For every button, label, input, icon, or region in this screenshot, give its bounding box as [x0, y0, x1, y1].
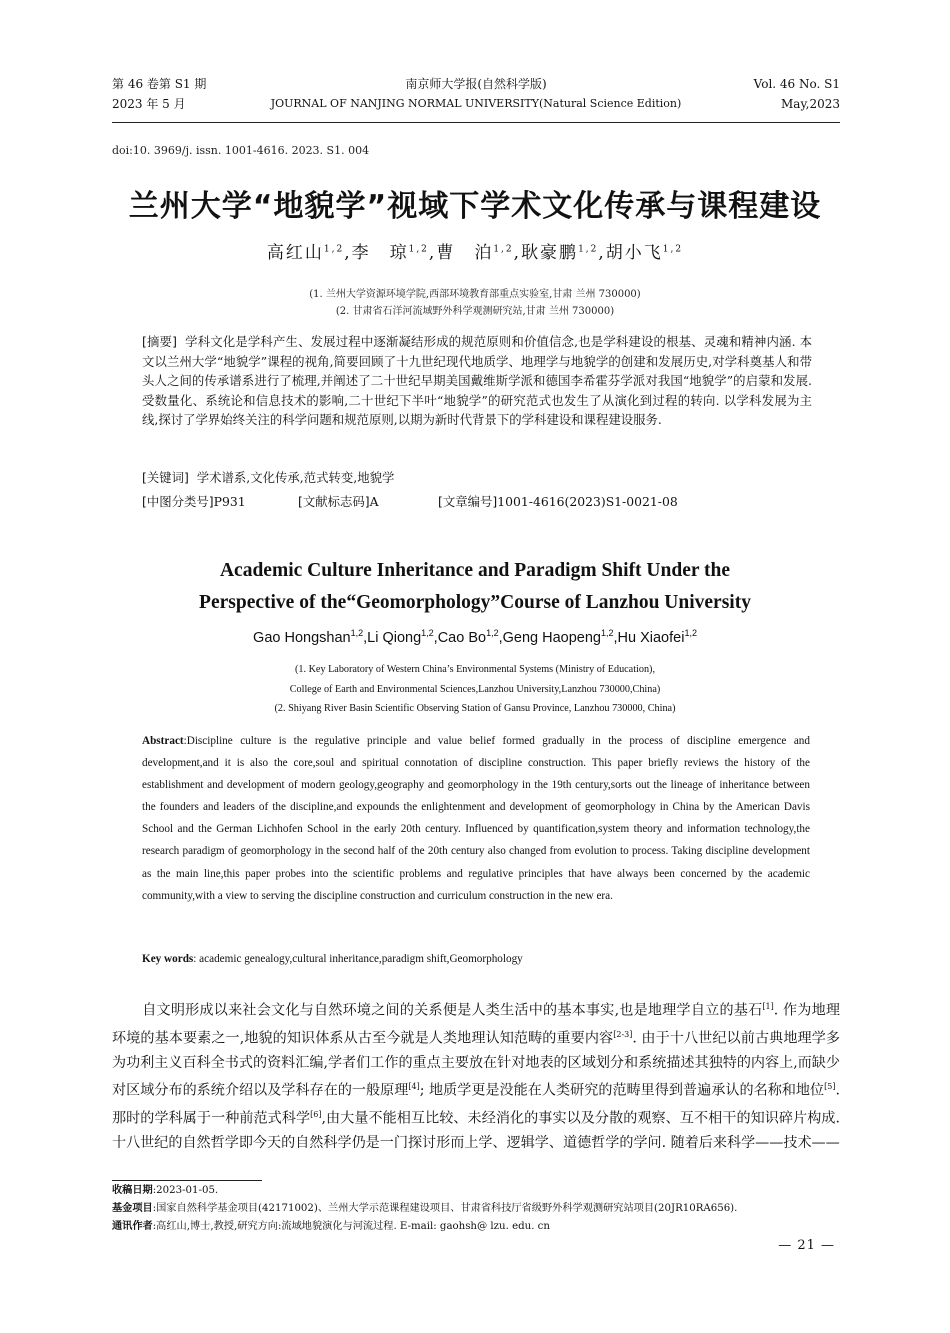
footnote-rule	[112, 1180, 262, 1181]
authors-cn: 高红山$^{1,2}$,李 琼$^{1,2}$,曹 泊$^{1,2}$,耿豪鹏$^{1,2}$,胡小飞$^{1,2}$	[266, 243, 684, 263]
author-en: Hu Xiaofei	[617, 629, 685, 646]
abstract-cn-label: [摘要]	[142, 334, 177, 349]
abstract-cn	[142, 332, 812, 430]
footnote-author: 通讯作者:高红山,博士,教授,研究方向:流域地貌演化与河流过程. E-mail: gaohsh@ lzu. edu. cn	[112, 1221, 550, 1232]
journal-name-cn: 南京师大学报(自然科学版)	[405, 77, 547, 91]
affiliation-en-3: (2. Shiyang River Basin Scientific Observing Station of Gansu Province, Lanzhou 730000, China)	[274, 703, 676, 714]
author-en: Cao Bo	[437, 629, 487, 646]
volume-issue: 第 46 卷第 S1 期	[112, 77, 207, 91]
keywords-cn-text: 学术谱系,文化传承,范式转变,地貌学	[196, 470, 395, 485]
author-cn: 曹 泊	[436, 243, 494, 263]
author-cn: 胡小飞	[605, 243, 663, 263]
keywords-en	[142, 953, 523, 965]
body-text: 自文明形成以来社会文化与自然环境之间的关系便是人类生活中的基本事实,也是地理学自立的基石[1]. 作为地理环境的基本要素之一,地貌的知识体系从古至今就是人类地理认知范畴的重要内容[2-3]. 由于十八世纪以前古典地理学多为功利主义百科全书式的资料汇编,学者们工作的重点主要放在针对地表的区域划分和系统描述其独特的内容上,而缺少对区域分布的系统介绍以及学科存在的一般原理[4]; 地质学更是没能在人类研究的范畴里得到普遍承认的名称和地位[5]. 那时的学科属于一种前范式科学[6],由大量不能相互比较、未经消化的事实以及分散的观察、互不相干的知识碎片构成. 十八世纪的自然哲学即今天的自然科学仍是一门探讨形而上学、逻辑学、道德哲学的学问. 随着后来科学——技术——	[112, 1002, 840, 1151]
header-rule	[112, 122, 840, 123]
journal-name-en: JOURNAL OF NANJING NORMAL UNIVERSITY(Natural Science Edition)	[270, 97, 682, 110]
affiliation-cn-2: (2. 甘肃省石洋河流域野外科学观测研究站,甘肃 兰州 730000)	[335, 306, 615, 317]
affiliation-en-1: (1. Key Laboratory of Western China’s Environmental Systems (Ministry of Education),	[294, 664, 655, 675]
author-cn: 耿豪鹏	[521, 243, 579, 263]
article-number: [文章编号]1001-4616(2023)S1-0021-08	[438, 494, 678, 509]
keywords-cn	[142, 468, 812, 488]
citation: [6]	[310, 1109, 322, 1119]
citation: [2-3]	[613, 1029, 633, 1039]
document-code: [文献标志码]A	[298, 494, 379, 509]
author-en: Li Qiong	[367, 629, 422, 646]
footnote-fund: 基金项目:国家自然科学基金项目(42171002)、兰州大学示范课程建设项目、甘肃省科技厅省级野外科学观测研究站项目(20JR10RA656).	[112, 1203, 738, 1214]
affiliation-cn-1: (1. 兰州大学资源环境学院,西部环境教育部重点实验室,甘肃 兰州 730000)	[309, 289, 641, 300]
author-cn: 李 琼	[351, 243, 409, 263]
keywords-cn-label: [关键词]	[142, 470, 189, 485]
abstract-en	[142, 730, 810, 907]
affiliation-en-2: College of Earth and Environmental Sciences,Lanzhou University,Lanzhou 730000,China)	[289, 684, 661, 695]
title-en-line-2: Perspective of the“Geomorphology”Course of Lanzhou University	[199, 592, 751, 613]
title-cn: 兰州大学“地貌学”视域下学术文化传承与课程建设	[128, 189, 822, 224]
footnote-received: 收稿日期:2023-01-05.	[112, 1185, 219, 1196]
abstract-en-label: Abstract	[142, 735, 184, 747]
citation: [4]	[408, 1081, 420, 1091]
volume-issue-en: Vol. 46 No. S1	[753, 77, 840, 91]
author-en: Gao Hongshan	[253, 629, 351, 646]
author-cn: 高红山	[266, 243, 324, 263]
keywords-en-label: Key words	[142, 953, 194, 965]
doi: doi:10. 3969/j. issn. 1001-4616. 2023. S1. 004	[112, 144, 370, 157]
author-en: Geng Haopeng	[502, 629, 601, 646]
title-en-line-1: Academic Culture Inheritance and Paradigm Shift Under the	[219, 560, 731, 581]
authors-en: Gao Hongshan$^{1,2}$,Li Qiong$^{1,2}$,Cao Bo$^{1,2}$,Geng Haopeng$^{1,2}$,Hu Xiaofei$^{1,2}$	[253, 628, 697, 646]
abstract-cn-text: 学科文化是学科产生、发展过程中逐渐凝结形成的规范原则和价值信念,也是学科建设的根基、灵魂和精神内涵. 本文以兰州大学“地貌学”课程的视角,简要回顾了十九世纪现代地质学、地理学与地貌学的创建和发展历史,对学科奠基人和带头人之间的传承谱系进行了梳理,并阐述了二十世纪早期美国戴维斯学派和德国李希霍芬学派对我国“地貌学”的启蒙和发展. 受数量化、系统论和信息技术的影响,二十世纪下半叶“地貌学”的研究范式也发生了从演化到过程的转向. 以学科发展为主线,探讨了学界始终关注的科学问题和规范原则,以期为新时代背景下的学科建设和课程建设服务.	[142, 334, 812, 427]
page-number: — 21 —	[778, 1238, 835, 1253]
abstract-en-text: :Discipline culture is the regulative principle and value belief formed gradually in the process of discipline emergence and development,and it is also the core,soul and spiritual connotation of discipline construction. This paper briefly reviews the history of the establishment and development of modern geology,geography and geomorphology in the 19th century,sorts out the lineage of inheritance between the founders and leaders of the discipline,and expounds the enlightenment and development of geomorphology in China by the American Davis School and the German Lichhofen School in the early 20th century. Influenced by quantification,system theory and information technology,the research paradigm of geomorphology in the second half of the 20th century also changed from evolution to process. Taking discipline development as the main line,this paper probes into the scientific problems and regulative principles that have always been concerned by the academic community,with a view to serving the discipline construction and curriculum construction in the new era.	[142, 735, 810, 902]
keywords-en-text: : academic genealogy,cultural inheritance,paradigm shift,Geomorphology	[193, 953, 523, 965]
publication-date-en: May,2023	[781, 97, 840, 111]
clc-number: [中图分类号]P931	[142, 494, 246, 509]
citation: [1]	[762, 1002, 774, 1011]
publication-date: 2023 年 5 月	[112, 97, 186, 111]
citation: [5]	[824, 1081, 836, 1091]
